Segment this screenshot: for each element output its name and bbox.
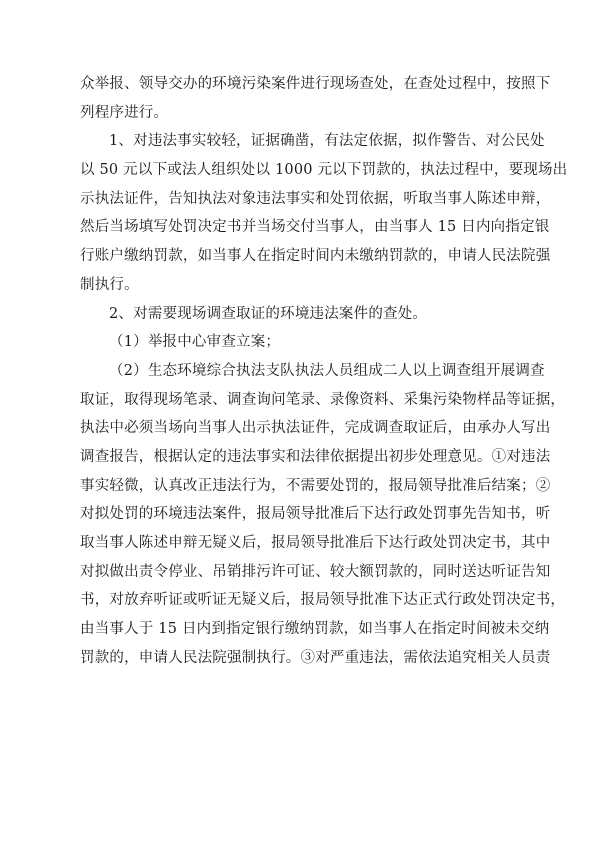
text-line: 对拟做出责令停业、吊销排污许可证、较大额罚款的，同时送达听证告知 [80,563,551,580]
text-line: 调查报告，根据认定的违法事实和法律依据提出初步处理意见。①对违法 [80,448,551,465]
text-line: 以 50 元以下或法人组织处以 1000 元以下罚款的，执法过程中，要现场出 [80,162,568,179]
text-line: 取当事人陈述申辩无疑义后，报局领导批准后下达行政处罚决定书，其中 [80,535,551,551]
text-line: 书，对放弃听证或听证无疑义后，报局领导批准下达正式行政处罚决定书， [80,592,566,609]
text-line: 行账户缴纳罚款，如当事人在指定时间内未缴纳罚款的，申请人民法院强 [80,248,551,265]
text-line: 罚款的，申请人民法院强制执行。③对严重违法，需依法追究相关人员责 [80,649,551,666]
text-line: 众举报、领导交办的环境污染案件进行现场查处，在查处过程中，按照下 [80,76,551,92]
text-line: 2、对需要现场调查取证的环境违法案件的查处。 [109,305,428,322]
text-line: 事实轻微，认真改正违法行为，不需要处罚的，报局领导批准后结案；② [80,477,551,494]
text-line: 取证，取得现场笔录、调查询问笔录、录像资料、采集污染物样品等证据， [80,391,566,408]
text-line: 示执法证件，告知执法对象违法事实和处罚依据，听取当事人陈述申辩， [80,190,551,207]
text-line: （1）举报中心审查立案； [109,334,281,351]
text-line: 对拟处罚的环境违法案件，报局领导批准后下达行政处罚事先告知书，听 [80,506,551,523]
text-line: 1、对违法事实较轻，证据确凿，有法定依据，拟作警告、对公民处 [109,133,545,150]
text-line: 然后当场填写处罚决定书并当场交付当事人，由当事人 15 日内向指定银 [80,219,550,236]
text-line: 由当事人于 15 日内到指定银行缴纳罚款，如当事人在指定时间被未交纳 [80,621,550,638]
document-body [80,70,568,672]
text-line: 执法中必须当场向当事人出示执法证件，完成调查取证后，由承办人写出 [80,420,551,437]
text-line: （2）生态环境综合执法支队执法人员组成二人以上调查组开展调查 [109,362,545,379]
text-line: 制执行。 [80,276,139,293]
text-line: 列程序进行。 [80,104,169,121]
